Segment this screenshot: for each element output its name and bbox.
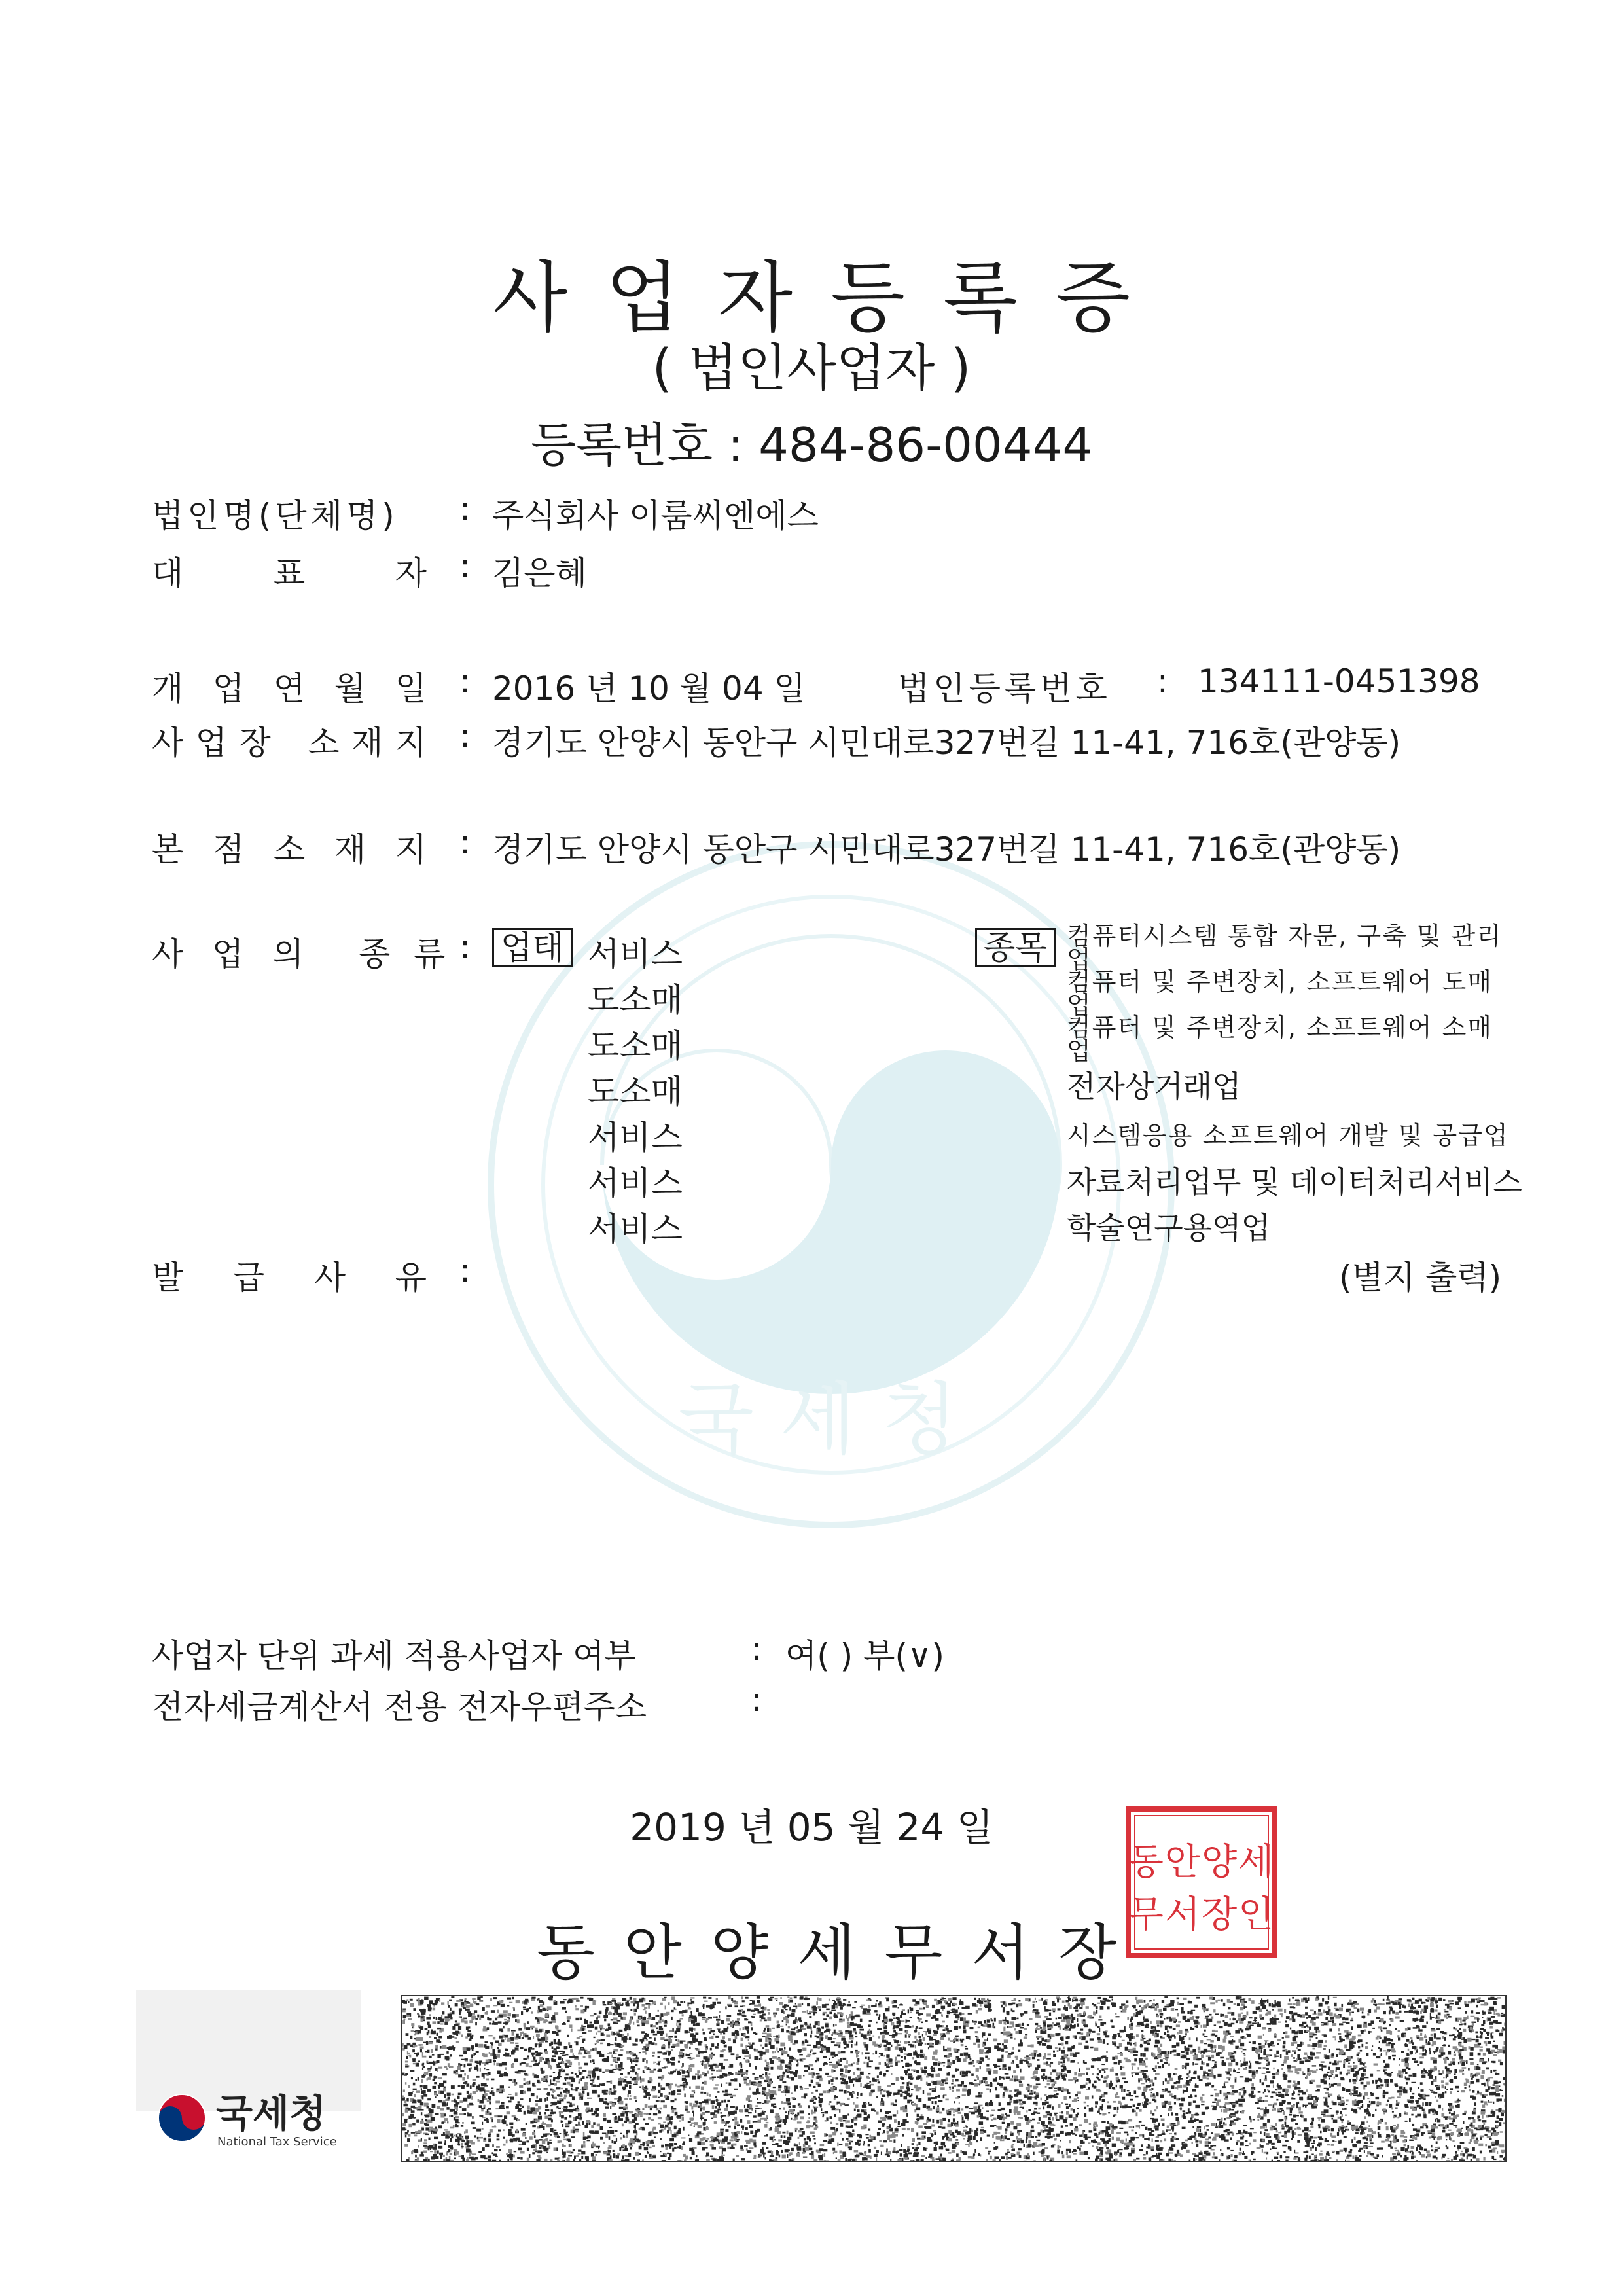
business-location-label bbox=[152, 717, 427, 764]
label-char: 지 bbox=[395, 724, 427, 762]
tax-unit-value: 여( ) 부(∨) bbox=[785, 1637, 945, 1675]
business-item-row: 자료처리업무 및 데이터처리서비스 bbox=[1067, 1164, 1522, 1200]
label-char: 사 bbox=[152, 724, 184, 762]
business-type-row: 서비스 bbox=[588, 1164, 683, 1202]
label-char: 재 bbox=[334, 831, 366, 869]
issue-date: 2019 년 05 월 24 일 bbox=[630, 1805, 993, 1850]
business-type-tag bbox=[492, 928, 573, 967]
label-char: 월 bbox=[334, 670, 366, 708]
label-char: 유 bbox=[395, 1259, 427, 1297]
label-char: 대 bbox=[152, 554, 184, 592]
nts-logo-icon bbox=[156, 2092, 208, 2144]
label-char: 소 bbox=[308, 724, 340, 762]
official-seal bbox=[1126, 1806, 1277, 1958]
business-item-row: 시스템응용 소프트웨어 개발 및 공급업 bbox=[1067, 1121, 1509, 1150]
corp-name-label: 법인명(단체명) bbox=[152, 497, 399, 535]
business-location-colon: : bbox=[459, 717, 471, 755]
label-char: 표 bbox=[273, 554, 306, 592]
nts-logo-subtext: National Tax Service bbox=[217, 2135, 337, 2149]
corp-name-colon: : bbox=[459, 490, 471, 528]
label-char: 장 bbox=[239, 724, 271, 762]
label-char: 재 bbox=[351, 724, 383, 762]
svg-text:무서장인: 무서장인 bbox=[1128, 1893, 1275, 1936]
label-char: 사 bbox=[313, 1259, 346, 1297]
label-char: 발 bbox=[152, 1259, 184, 1297]
noise-pattern bbox=[402, 1996, 1505, 2161]
business-type-row: 도소매 bbox=[588, 1027, 683, 1065]
document-title: 사업자등록증 bbox=[493, 253, 1168, 343]
label-char: 사 bbox=[152, 935, 184, 973]
business-item-row: 컴퓨터시스템 통합 자문, 구축 및 관리업 bbox=[1067, 922, 1503, 974]
business-item-tag-text: 종목 bbox=[975, 928, 1056, 967]
label-char: 연 bbox=[273, 670, 306, 708]
head-office-value: 경기도 안양시 동안구 시민대로327번길 11-41, 716호(관양동) bbox=[492, 831, 1401, 869]
registration-number-label: 등록번호 : bbox=[530, 418, 744, 473]
attachment-note: (별지 출력) bbox=[1339, 1259, 1502, 1297]
email-colon: : bbox=[751, 1681, 762, 1719]
label-char: 류 bbox=[414, 935, 446, 973]
tax-unit-label: 사업자 단위 과세 적용사업자 여부 bbox=[152, 1637, 636, 1675]
opening-date-value: 2016 년 10 월 04 일 bbox=[492, 670, 806, 708]
business-item-row: 학술연구용역업 bbox=[1067, 1210, 1271, 1246]
business-type-row: 서비스 bbox=[588, 935, 683, 973]
business-type-row: 도소매 bbox=[588, 981, 683, 1019]
issuing-office: 동안양세무서장 bbox=[537, 1918, 1146, 1988]
watermark-text: 국세청 bbox=[678, 1374, 984, 1465]
label-char: 업 bbox=[212, 670, 245, 708]
representative-value: 김은혜 bbox=[492, 554, 587, 592]
label-char: 업 bbox=[212, 935, 244, 973]
label-char: 본 bbox=[152, 831, 184, 869]
issue-reason-label bbox=[152, 1251, 427, 1299]
business-location-value: 경기도 안양시 동안구 시민대로327번길 11-41, 716호(관양동) bbox=[492, 724, 1401, 762]
svg-text:동안양세: 동안양세 bbox=[1128, 1841, 1275, 1884]
label-char: 의 bbox=[272, 935, 304, 973]
business-item-row: 컴퓨터 및 주변장치, 소프트웨어 소매업 bbox=[1067, 1013, 1493, 1066]
label-char: 자 bbox=[395, 554, 427, 592]
corp-reg-label: 법인등록번호 bbox=[898, 670, 1111, 708]
business-type-label bbox=[152, 928, 446, 973]
representative-label bbox=[152, 547, 427, 594]
document-subtitle: ( 법인사업자 ) bbox=[652, 339, 971, 398]
label-char: 점 bbox=[212, 831, 245, 869]
registration-number bbox=[0, 407, 1623, 475]
corp-reg-colon: : bbox=[1157, 662, 1168, 700]
head-office-label bbox=[152, 823, 427, 870]
issue-reason-colon: : bbox=[459, 1251, 471, 1289]
business-type-row: 서비스 bbox=[588, 1210, 683, 1248]
representative-colon: : bbox=[459, 547, 471, 585]
corp-name-value: 주식회사 이룸씨엔에스 bbox=[492, 497, 819, 535]
business-type-row: 서비스 bbox=[588, 1119, 683, 1157]
nts-logo-text: 국세청 bbox=[216, 2091, 327, 2136]
head-office-colon: : bbox=[459, 823, 471, 861]
corp-reg-value: 134111-0451398 bbox=[1198, 662, 1480, 700]
security-noise-box bbox=[401, 1995, 1507, 2162]
business-item-row: 전자상거래업 bbox=[1067, 1069, 1241, 1104]
label-char: 지 bbox=[395, 831, 427, 869]
tax-unit-colon: : bbox=[751, 1630, 762, 1668]
label-char: 업 bbox=[195, 724, 227, 762]
business-item-row: 컴퓨터 및 주변장치, 소프트웨어 도매업 bbox=[1067, 967, 1493, 1020]
opening-date-colon: : bbox=[459, 662, 471, 700]
business-type-colon: : bbox=[459, 928, 471, 966]
business-item-tag bbox=[975, 928, 1056, 967]
email-label: 전자세금계산서 전용 전자우편주소 bbox=[152, 1688, 647, 1726]
opening-date-label bbox=[152, 662, 427, 709]
label-char: 종 bbox=[359, 935, 391, 973]
label-char: 개 bbox=[152, 670, 184, 708]
label-char: 급 bbox=[232, 1259, 265, 1297]
business-type-row: 도소매 bbox=[588, 1073, 683, 1111]
label-char: 일 bbox=[395, 670, 427, 708]
business-type-tag-text: 업태 bbox=[492, 928, 573, 967]
label-char: 소 bbox=[273, 831, 306, 869]
registration-number-value: 484-86-00444 bbox=[758, 418, 1093, 473]
